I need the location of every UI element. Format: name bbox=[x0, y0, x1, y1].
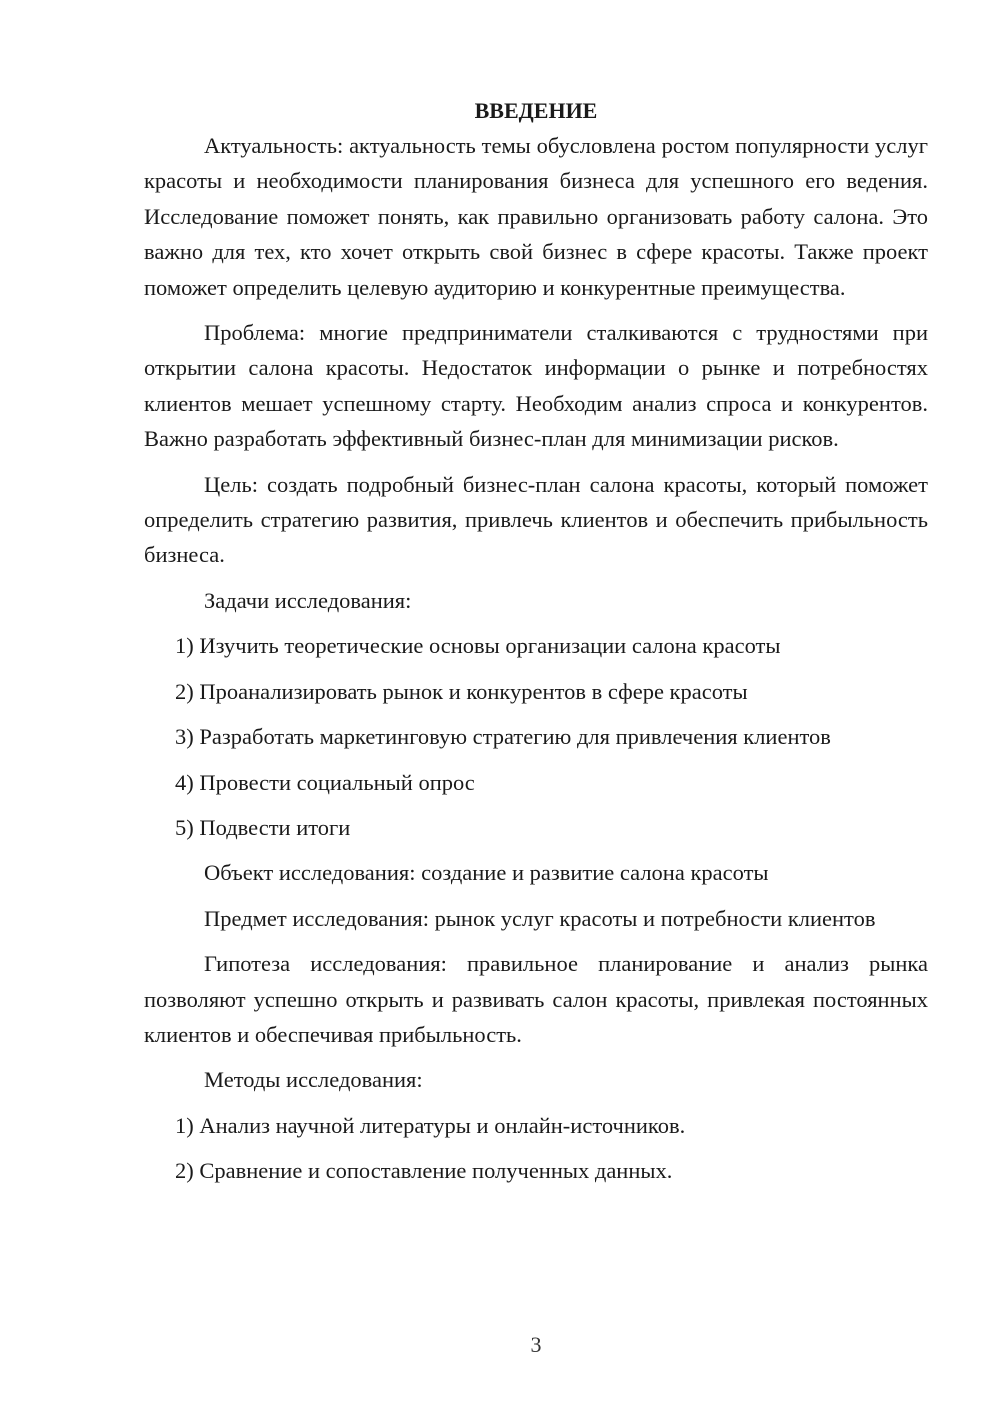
document-body bbox=[144, 92, 928, 1199]
list-item: 2) Проанализировать рынок и конкурентов в сфере красоты bbox=[175, 678, 748, 704]
list-item: 2) Сравнение и сопоставление полученных данных. bbox=[175, 1158, 673, 1184]
list-item: 3) Разработать маркетинговую стратегию для привлечения клиентов bbox=[175, 724, 831, 750]
list-item: 1) Анализ научной литературы и онлайн-источников. bbox=[175, 1112, 686, 1138]
subject-paragraph: Предмет исследования: рынок услуг красоты и потребности клиентов bbox=[204, 905, 876, 931]
object-paragraph: Объект исследования: создание и развитие салона красоты bbox=[204, 860, 769, 886]
relevance-paragraph: Актуальность: актуальность темы обусловлена ростом популярности услуг красоты и необходимости планирования бизнеса для успешного его ведения. Исследование поможет понять, как правильно организовать работу салона. Это важно для тех, кто хочет открыть свой бизнес в сфере красоты. Также проект поможет определить целевую аудиторию и конкурентные преимущества. bbox=[144, 133, 928, 300]
tasks-list bbox=[144, 628, 928, 845]
hypothesis-paragraph: Гипотеза исследования: правильное планирование и анализ рынка позволяют успешно открыть и развивать салон красоты, привлекая постоянных клиентов и обеспечивая прибыльность. bbox=[144, 951, 928, 1047]
list-item: 4) Провести социальный опрос bbox=[175, 769, 475, 795]
tasks-heading: Задачи исследования: bbox=[204, 587, 412, 613]
page-title: ВВЕДЕНИЕ bbox=[474, 98, 598, 123]
list-item: 5) Подвести итоги bbox=[175, 814, 351, 840]
list-item: 1) Изучить теоретические основы организации салона красоты bbox=[175, 633, 781, 659]
goal-paragraph: Цель: создать подробный бизнес-план салона красоты, который поможет определить стратегию развития, привлечь клиентов и обеспечить прибыльность бизнеса. bbox=[144, 471, 928, 568]
methods-heading: Методы исследования: bbox=[204, 1067, 423, 1093]
page-number: 3 bbox=[530, 1332, 542, 1357]
problem-paragraph: Проблема: многие предприниматели сталкиваются с трудностями при открытии салона красоты. Недостаток информации о рынке и потребностях клиентов мешает успешному старту. Необходим анализ спроса и конкурентов. Важно разработать эффективный бизнес-план для минимизации рисков. bbox=[144, 320, 928, 452]
methods-list bbox=[144, 1108, 928, 1189]
